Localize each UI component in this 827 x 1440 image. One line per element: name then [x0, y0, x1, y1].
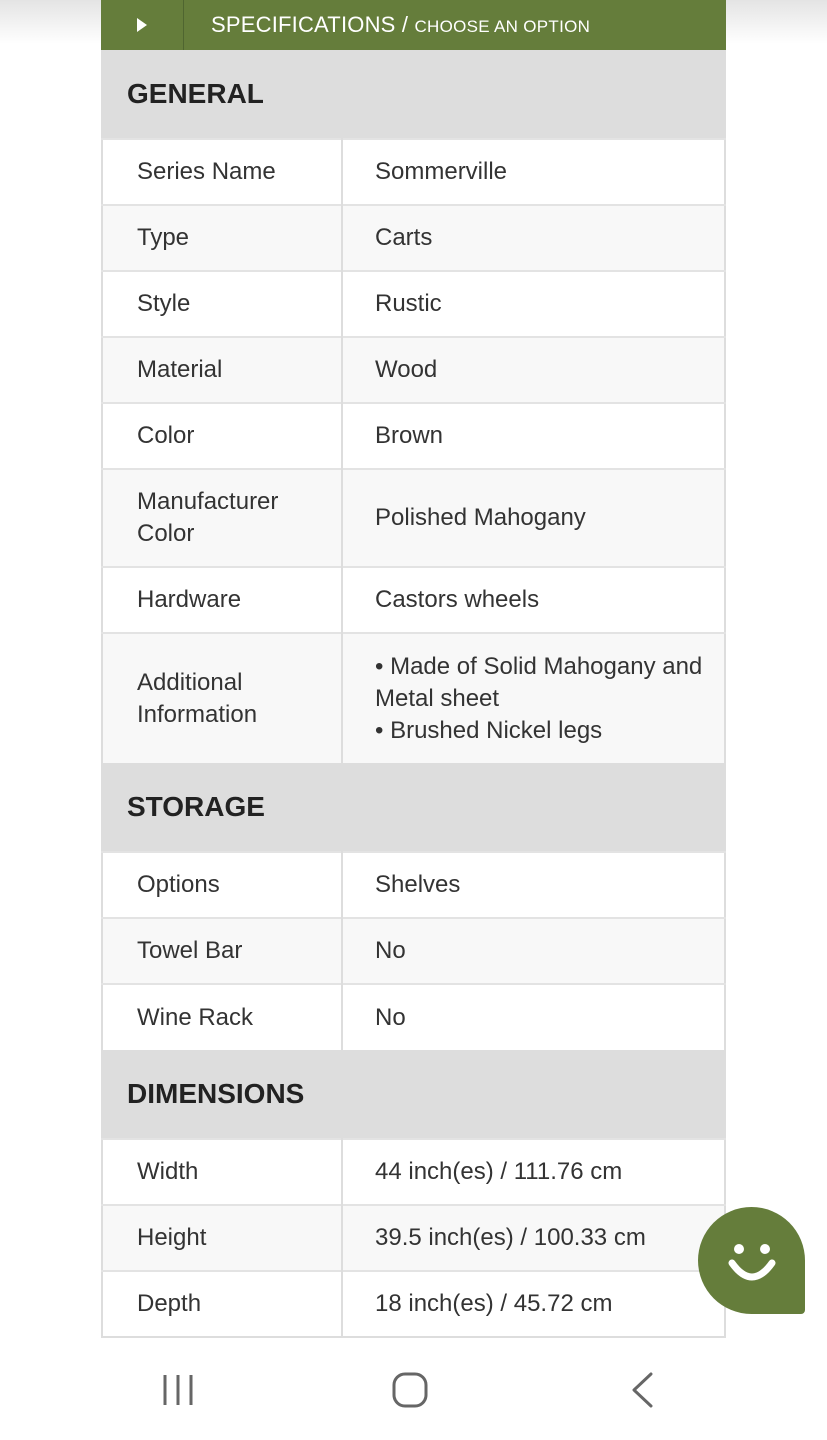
- table-row: [102, 1271, 725, 1337]
- spec-label: Hardware: [102, 567, 342, 633]
- spec-label: Color: [102, 403, 342, 469]
- spec-value: No: [342, 918, 725, 984]
- spec-value: Rustic: [342, 271, 725, 337]
- title-separator: /: [395, 12, 415, 37]
- spec-label: Height: [102, 1205, 342, 1271]
- back-button[interactable]: [612, 1366, 672, 1414]
- spec-value: 18 inch(es) / 45.72 cm: [342, 1271, 725, 1337]
- table-row: [102, 337, 725, 403]
- section-header: [102, 1050, 725, 1139]
- caret-right-icon: [136, 17, 148, 33]
- bullet-item: • Made of Solid Mahogany and Metal sheet: [375, 652, 703, 712]
- section-general: [102, 50, 725, 763]
- system-navigation-bar: [0, 1340, 827, 1440]
- spec-value: 39.5 inch(es) / 100.33 cm: [342, 1205, 725, 1271]
- section-title: GENERAL: [102, 50, 725, 139]
- spec-value: Sommerville: [342, 139, 725, 205]
- section-dimensions: [102, 1050, 725, 1337]
- specifications-panel: [101, 0, 726, 1338]
- smiley-icon: [722, 1231, 782, 1291]
- back-icon: [627, 1371, 657, 1409]
- specifications-title: [184, 12, 590, 38]
- table-row: [102, 271, 725, 337]
- spec-value: Shelves: [342, 852, 725, 918]
- recent-apps-button[interactable]: [148, 1366, 208, 1414]
- recent-apps-icon: [160, 1372, 196, 1408]
- title-text: SPECIFICATIONS: [211, 12, 396, 37]
- spec-label: Width: [102, 1139, 342, 1205]
- table-row: [102, 918, 725, 984]
- spec-value: Brown: [342, 403, 725, 469]
- spec-label: Manufacturer Color: [102, 469, 342, 567]
- spec-table: [101, 50, 726, 1338]
- table-row: [102, 1205, 725, 1271]
- choose-option-text: CHOOSE AN OPTION: [414, 17, 591, 36]
- spec-value: No: [342, 984, 725, 1050]
- table-row: [102, 205, 725, 271]
- table-row: [102, 852, 725, 918]
- section-header: [102, 763, 725, 852]
- spec-label: Towel Bar: [102, 918, 342, 984]
- expand-toggle-button[interactable]: [101, 0, 184, 50]
- section-header: [102, 50, 725, 139]
- section-title: DIMENSIONS: [102, 1050, 725, 1139]
- spec-label: Additional Information: [102, 633, 342, 763]
- spec-value: Polished Mahogany: [342, 469, 725, 567]
- home-icon: [391, 1371, 429, 1409]
- section-title: STORAGE: [102, 763, 725, 852]
- spec-label: Depth: [102, 1271, 342, 1337]
- spec-value: Castors wheels: [342, 567, 725, 633]
- bullet-item: • Brushed Nickel legs: [375, 716, 603, 744]
- section-storage: [102, 763, 725, 1050]
- spec-label: Type: [102, 205, 342, 271]
- table-row: [102, 403, 725, 469]
- spec-label: Style: [102, 271, 342, 337]
- specifications-header[interactable]: [101, 0, 726, 50]
- spec-label: Material: [102, 337, 342, 403]
- spec-value-list: [342, 633, 725, 763]
- spec-label: Series Name: [102, 139, 342, 205]
- table-row: [102, 1139, 725, 1205]
- spec-value: 44 inch(es) / 111.76 cm: [342, 1139, 725, 1205]
- spec-value: Carts: [342, 205, 725, 271]
- table-row: [102, 633, 725, 763]
- spec-label: Options: [102, 852, 342, 918]
- spec-label: Wine Rack: [102, 984, 342, 1050]
- table-row: [102, 139, 725, 205]
- table-row: [102, 567, 725, 633]
- spec-value: Wood: [342, 337, 725, 403]
- chat-button[interactable]: [698, 1207, 805, 1314]
- table-row: [102, 984, 725, 1050]
- home-button[interactable]: [380, 1366, 440, 1414]
- table-row: [102, 469, 725, 567]
